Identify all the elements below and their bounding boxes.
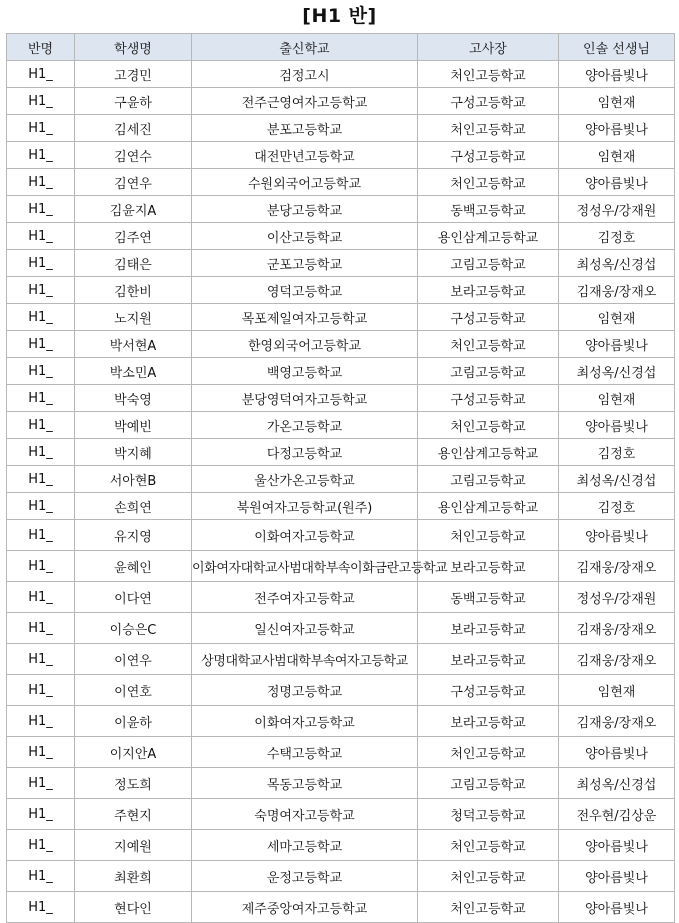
- school-cell: 백영고등학교: [192, 358, 418, 385]
- student-name-cell: 박예빈: [75, 412, 192, 439]
- exam-site-cell: 구성고등학교: [418, 385, 559, 412]
- student-name-cell: 김한비: [75, 277, 192, 304]
- teacher-cell: 김재웅/장재오: [559, 706, 675, 737]
- exam-site-cell: 용인삼계고등학교: [418, 493, 559, 520]
- table-row: [7, 61, 675, 88]
- teacher-cell: 양아름빛나: [559, 331, 675, 358]
- table-row: [7, 582, 675, 613]
- school-cell: 이산고등학교: [192, 223, 418, 250]
- table-row: [7, 412, 675, 439]
- student-name-cell: 이지안A: [75, 737, 192, 768]
- teacher-cell: 김재웅/장재오: [559, 613, 675, 644]
- class-cell: H1_: [7, 706, 75, 737]
- column-header-school: 출신학교: [192, 34, 418, 61]
- exam-site-cell: 구성고등학교: [418, 142, 559, 169]
- column-header-exam-site: 고사장: [418, 34, 559, 61]
- exam-site-cell: 처인고등학교: [418, 412, 559, 439]
- class-cell: H1_: [7, 799, 75, 830]
- table-row: [7, 142, 675, 169]
- class-roster-table: [6, 33, 675, 923]
- student-name-cell: 박소민A: [75, 358, 192, 385]
- teacher-cell: 양아름빛나: [559, 520, 675, 551]
- teacher-cell: 김재웅/장재오: [559, 551, 675, 582]
- table-row: [7, 250, 675, 277]
- student-name-cell: 최환희: [75, 861, 192, 892]
- school-cell: 이화여자고등학교: [192, 706, 418, 737]
- table-row: [7, 830, 675, 861]
- class-cell: H1_: [7, 250, 75, 277]
- class-cell: H1_: [7, 142, 75, 169]
- table-row: [7, 861, 675, 892]
- school-cell: 전주근영여자고등학교: [192, 88, 418, 115]
- teacher-cell: 정성우/강재원: [559, 196, 675, 223]
- exam-site-cell: 처인고등학교: [418, 169, 559, 196]
- teacher-cell: 양아름빛나: [559, 61, 675, 88]
- table-row: [7, 613, 675, 644]
- student-name-cell: 서아현B: [75, 466, 192, 493]
- class-cell: H1_: [7, 331, 75, 358]
- school-cell: 이화여자대학교사범대학부속이화금란고등학교: [192, 551, 418, 582]
- teacher-cell: 최성옥/신경섭: [559, 358, 675, 385]
- school-cell: 목포제일여자고등학교: [192, 304, 418, 331]
- student-name-cell: 구윤하: [75, 88, 192, 115]
- exam-site-cell: 청덕고등학교: [418, 799, 559, 830]
- school-cell: 상명대학교사범대학부속여자고등학교: [192, 644, 418, 675]
- exam-site-cell: 고림고등학교: [418, 358, 559, 385]
- school-cell: 수택고등학교: [192, 737, 418, 768]
- exam-site-cell: 처인고등학교: [418, 331, 559, 358]
- teacher-cell: 최성옥/신경섭: [559, 250, 675, 277]
- class-cell: H1_: [7, 412, 75, 439]
- table-row: [7, 358, 675, 385]
- class-cell: H1_: [7, 613, 75, 644]
- teacher-cell: 임현재: [559, 304, 675, 331]
- student-name-cell: 이연우: [75, 644, 192, 675]
- exam-site-cell: 처인고등학교: [418, 61, 559, 88]
- column-header-student: 학생명: [75, 34, 192, 61]
- school-cell: 다정고등학교: [192, 439, 418, 466]
- exam-site-cell: 구성고등학교: [418, 88, 559, 115]
- school-cell: 가온고등학교: [192, 412, 418, 439]
- table-row: [7, 115, 675, 142]
- student-name-cell: 이다연: [75, 582, 192, 613]
- school-cell: 이화여자고등학교: [192, 520, 418, 551]
- class-cell: H1_: [7, 830, 75, 861]
- exam-site-cell: 구성고등학교: [418, 304, 559, 331]
- student-name-cell: 김태은: [75, 250, 192, 277]
- school-cell: 분당고등학교: [192, 196, 418, 223]
- class-cell: H1_: [7, 223, 75, 250]
- teacher-cell: 김정호: [559, 223, 675, 250]
- teacher-cell: 정성우/강재원: [559, 582, 675, 613]
- student-name-cell: 정도희: [75, 768, 192, 799]
- teacher-cell: 양아름빛나: [559, 861, 675, 892]
- student-name-cell: 김윤지A: [75, 196, 192, 223]
- teacher-cell: 김재웅/장재오: [559, 277, 675, 304]
- exam-site-cell: 동백고등학교: [418, 196, 559, 223]
- teacher-cell: 임현재: [559, 88, 675, 115]
- school-cell: 군포고등학교: [192, 250, 418, 277]
- teacher-cell: 최성옥/신경섭: [559, 768, 675, 799]
- table-row: [7, 169, 675, 196]
- exam-site-cell: 고림고등학교: [418, 768, 559, 799]
- school-cell: 한영외국어고등학교: [192, 331, 418, 358]
- school-cell: 숙명여자고등학교: [192, 799, 418, 830]
- school-cell: 운정고등학교: [192, 861, 418, 892]
- exam-site-cell: 처인고등학교: [418, 861, 559, 892]
- school-cell: 분당영덕여자고등학교: [192, 385, 418, 412]
- school-cell: 대전만년고등학교: [192, 142, 418, 169]
- exam-site-cell: 처인고등학교: [418, 520, 559, 551]
- class-cell: H1_: [7, 358, 75, 385]
- class-cell: H1_: [7, 115, 75, 142]
- exam-site-cell: 처인고등학교: [418, 737, 559, 768]
- school-cell: 목동고등학교: [192, 768, 418, 799]
- table-row: [7, 331, 675, 358]
- teacher-cell: 임현재: [559, 385, 675, 412]
- student-name-cell: 김세진: [75, 115, 192, 142]
- exam-site-cell: 보라고등학교: [418, 277, 559, 304]
- exam-site-cell: 처인고등학교: [418, 830, 559, 861]
- student-name-cell: 이연호: [75, 675, 192, 706]
- teacher-cell: 김정호: [559, 493, 675, 520]
- table-row: [7, 223, 675, 250]
- student-name-cell: 현다인: [75, 892, 192, 923]
- exam-site-cell: 용인삼계고등학교: [418, 223, 559, 250]
- table-row: [7, 799, 675, 830]
- table-row: [7, 551, 675, 582]
- table-row: [7, 768, 675, 799]
- table-row: [7, 706, 675, 737]
- school-cell: 제주중앙여자고등학교: [192, 892, 418, 923]
- teacher-cell: 양아름빛나: [559, 830, 675, 861]
- table-row: [7, 520, 675, 551]
- class-cell: H1_: [7, 196, 75, 223]
- exam-site-cell: 용인삼계고등학교: [418, 439, 559, 466]
- student-name-cell: 박지혜: [75, 439, 192, 466]
- teacher-cell: 전우현/김상운: [559, 799, 675, 830]
- teacher-cell: 양아름빛나: [559, 169, 675, 196]
- school-cell: 검정고시: [192, 61, 418, 88]
- student-name-cell: 유지영: [75, 520, 192, 551]
- column-header-teacher: 인솔 선생님: [559, 34, 675, 61]
- teacher-cell: 김재웅/장재오: [559, 644, 675, 675]
- class-cell: H1_: [7, 493, 75, 520]
- teacher-cell: 임현재: [559, 675, 675, 706]
- table-row: [7, 385, 675, 412]
- student-name-cell: 노지원: [75, 304, 192, 331]
- school-cell: 북원여자고등학교(원주): [192, 493, 418, 520]
- table-row: [7, 466, 675, 493]
- exam-site-cell: 구성고등학교: [418, 675, 559, 706]
- class-cell: H1_: [7, 551, 75, 582]
- table-row: [7, 196, 675, 223]
- class-cell: H1_: [7, 675, 75, 706]
- teacher-cell: 김정호: [559, 439, 675, 466]
- student-name-cell: 김연수: [75, 142, 192, 169]
- exam-site-cell: 고림고등학교: [418, 466, 559, 493]
- student-name-cell: 박숙영: [75, 385, 192, 412]
- table-row: [7, 644, 675, 675]
- student-name-cell: 김주연: [75, 223, 192, 250]
- class-cell: H1_: [7, 385, 75, 412]
- student-name-cell: 손희연: [75, 493, 192, 520]
- table-header-row: [7, 34, 675, 61]
- exam-site-cell: 보라고등학교: [418, 551, 559, 582]
- student-name-cell: 지예원: [75, 830, 192, 861]
- student-name-cell: 이윤하: [75, 706, 192, 737]
- exam-site-cell: 처인고등학교: [418, 892, 559, 923]
- teacher-cell: 양아름빛나: [559, 412, 675, 439]
- teacher-cell: 양아름빛나: [559, 115, 675, 142]
- exam-site-cell: 보라고등학교: [418, 644, 559, 675]
- student-name-cell: 윤혜인: [75, 551, 192, 582]
- column-header-class: 반명: [7, 34, 75, 61]
- student-name-cell: 김연우: [75, 169, 192, 196]
- class-cell: H1_: [7, 277, 75, 304]
- school-cell: 일신여자고등학교: [192, 613, 418, 644]
- class-cell: H1_: [7, 737, 75, 768]
- table-row: [7, 493, 675, 520]
- table-row: [7, 737, 675, 768]
- table-row: [7, 304, 675, 331]
- student-name-cell: 이승은C: [75, 613, 192, 644]
- class-cell: H1_: [7, 644, 75, 675]
- class-cell: H1_: [7, 466, 75, 493]
- school-cell: 울산가온고등학교: [192, 466, 418, 493]
- class-cell: H1_: [7, 520, 75, 551]
- school-cell: 수원외국어고등학교: [192, 169, 418, 196]
- school-cell: 정명고등학교: [192, 675, 418, 706]
- class-cell: H1_: [7, 892, 75, 923]
- student-name-cell: 박서현A: [75, 331, 192, 358]
- class-cell: H1_: [7, 439, 75, 466]
- exam-site-cell: 보라고등학교: [418, 706, 559, 737]
- student-name-cell: 주현지: [75, 799, 192, 830]
- table-row: [7, 88, 675, 115]
- table-body: [7, 61, 675, 923]
- class-cell: H1_: [7, 304, 75, 331]
- class-cell: H1_: [7, 169, 75, 196]
- table-row: [7, 439, 675, 466]
- school-cell: 영덕고등학교: [192, 277, 418, 304]
- table-row: [7, 892, 675, 923]
- class-cell: H1_: [7, 861, 75, 892]
- class-cell: H1_: [7, 768, 75, 799]
- exam-site-cell: 보라고등학교: [418, 613, 559, 644]
- school-cell: 세마고등학교: [192, 830, 418, 861]
- class-cell: H1_: [7, 88, 75, 115]
- teacher-cell: 임현재: [559, 142, 675, 169]
- class-cell: H1_: [7, 61, 75, 88]
- teacher-cell: 최성옥/신경섭: [559, 466, 675, 493]
- teacher-cell: 양아름빛나: [559, 737, 675, 768]
- exam-site-cell: 처인고등학교: [418, 115, 559, 142]
- table-row: [7, 675, 675, 706]
- school-cell: 전주여자고등학교: [192, 582, 418, 613]
- exam-site-cell: 동백고등학교: [418, 582, 559, 613]
- exam-site-cell: 고림고등학교: [418, 250, 559, 277]
- table-row: [7, 277, 675, 304]
- teacher-cell: 양아름빛나: [559, 892, 675, 923]
- page-title: [H1 반]: [302, 5, 377, 27]
- student-name-cell: 고경민: [75, 61, 192, 88]
- school-cell: 분포고등학교: [192, 115, 418, 142]
- class-cell: H1_: [7, 582, 75, 613]
